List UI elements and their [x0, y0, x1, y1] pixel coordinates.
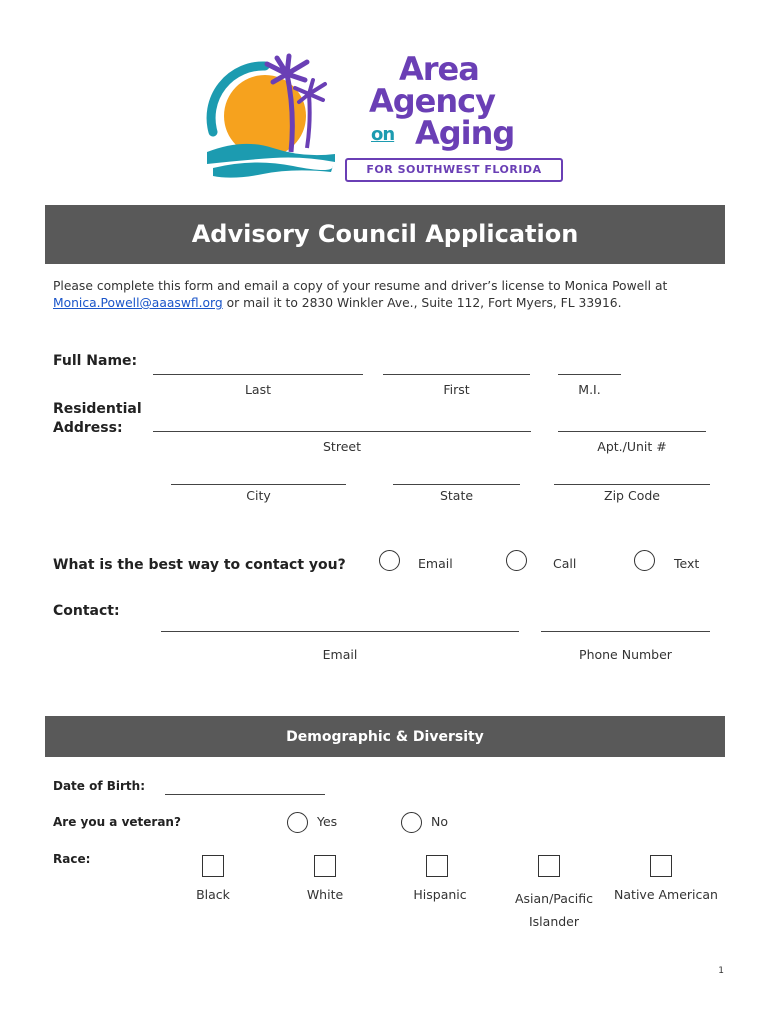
contact-label: Contact: — [53, 603, 120, 619]
contact-text-radio[interactable] — [634, 550, 655, 571]
mi-caption: M.I. — [578, 382, 601, 397]
logo-word-on: on — [371, 124, 395, 145]
city-caption: City — [246, 488, 271, 503]
address-label-line2: Address: — [53, 420, 123, 436]
demographic-section-title: Demographic & Diversity — [45, 716, 725, 757]
state-caption: State — [439, 488, 474, 503]
state-field[interactable] — [393, 484, 520, 485]
last-name-field[interactable] — [153, 374, 363, 375]
full-name-label: Full Name: — [53, 353, 138, 369]
race-white-option: White — [306, 887, 344, 902]
first-caption: First — [443, 382, 470, 397]
contact-text-option: Text — [674, 556, 700, 571]
apt-caption: Apt./Unit # — [597, 439, 667, 454]
sun-palm-logo-icon — [203, 52, 343, 182]
race-white-checkbox[interactable] — [314, 855, 336, 877]
race-asian-pacific-checkbox[interactable] — [538, 855, 560, 877]
race-native-american-checkbox[interactable] — [650, 855, 672, 877]
veteran-no-option: No — [431, 814, 448, 829]
race-label: Race: — [53, 852, 91, 866]
apt-field[interactable] — [558, 431, 706, 432]
page-number: 1 — [718, 966, 724, 976]
contact-email-radio[interactable] — [379, 550, 400, 571]
contact-call-option: Call — [553, 556, 577, 571]
street-caption: Street — [323, 439, 361, 454]
dob-field[interactable] — [165, 794, 325, 795]
race-black-option: Black — [196, 887, 230, 902]
veteran-yes-radio[interactable] — [287, 812, 308, 833]
race-hispanic-option: Hispanic — [413, 887, 467, 902]
contact-email-field[interactable] — [161, 631, 519, 632]
contact-call-radio[interactable] — [506, 550, 527, 571]
race-native-american-option: Native American — [614, 887, 718, 902]
agency-logo — [203, 52, 583, 192]
zip-field[interactable] — [554, 484, 710, 485]
city-field[interactable] — [171, 484, 346, 485]
phone-number-caption: Phone Number — [579, 647, 672, 662]
race-hispanic-checkbox[interactable] — [426, 855, 448, 877]
veteran-yes-option: Yes — [317, 814, 338, 829]
phone-number-field[interactable] — [541, 631, 710, 632]
logo-tagline: FOR SOUTHWEST FLORIDA — [345, 158, 563, 182]
last-caption: Last — [244, 382, 272, 397]
zip-caption: Zip Code — [604, 488, 660, 503]
middle-initial-field[interactable] — [558, 374, 621, 375]
race-asian-pacific-line2: Islander — [528, 914, 580, 929]
intro-text: Please complete this form and email a copy of your resume and driver’s license to Monica Powell at — [53, 279, 668, 293]
veteran-label: Are you a veteran? — [53, 815, 181, 829]
logo-word-area: Area — [399, 50, 479, 88]
contact-email-caption: Email — [322, 647, 358, 662]
race-black-checkbox[interactable] — [202, 855, 224, 877]
race-asian-pacific-option — [498, 887, 610, 933]
logo-word-aging: Aging — [415, 114, 515, 152]
intro-paragraph — [53, 278, 693, 312]
dob-label: Date of Birth: — [53, 779, 146, 793]
contact-preference-question: What is the best way to contact you? — [53, 557, 346, 573]
race-asian-pacific-line1: Asian/Pacific — [514, 891, 594, 906]
address-label-line1: Residential — [53, 401, 142, 417]
contact-email-option: Email — [418, 556, 453, 571]
logo-word-agency: Agency — [369, 82, 495, 120]
first-name-field[interactable] — [383, 374, 530, 375]
address-label — [53, 400, 142, 438]
intro-text-address: or mail it to 2830 Winkler Ave., Suite 112, Fort Myers, FL 33916. — [222, 296, 622, 310]
email-link[interactable]: Monica.Powell@aaaswfl.org — [53, 296, 223, 310]
street-field[interactable] — [153, 431, 531, 432]
veteran-no-radio[interactable] — [401, 812, 422, 833]
page-title: Advisory Council Application — [45, 205, 725, 264]
